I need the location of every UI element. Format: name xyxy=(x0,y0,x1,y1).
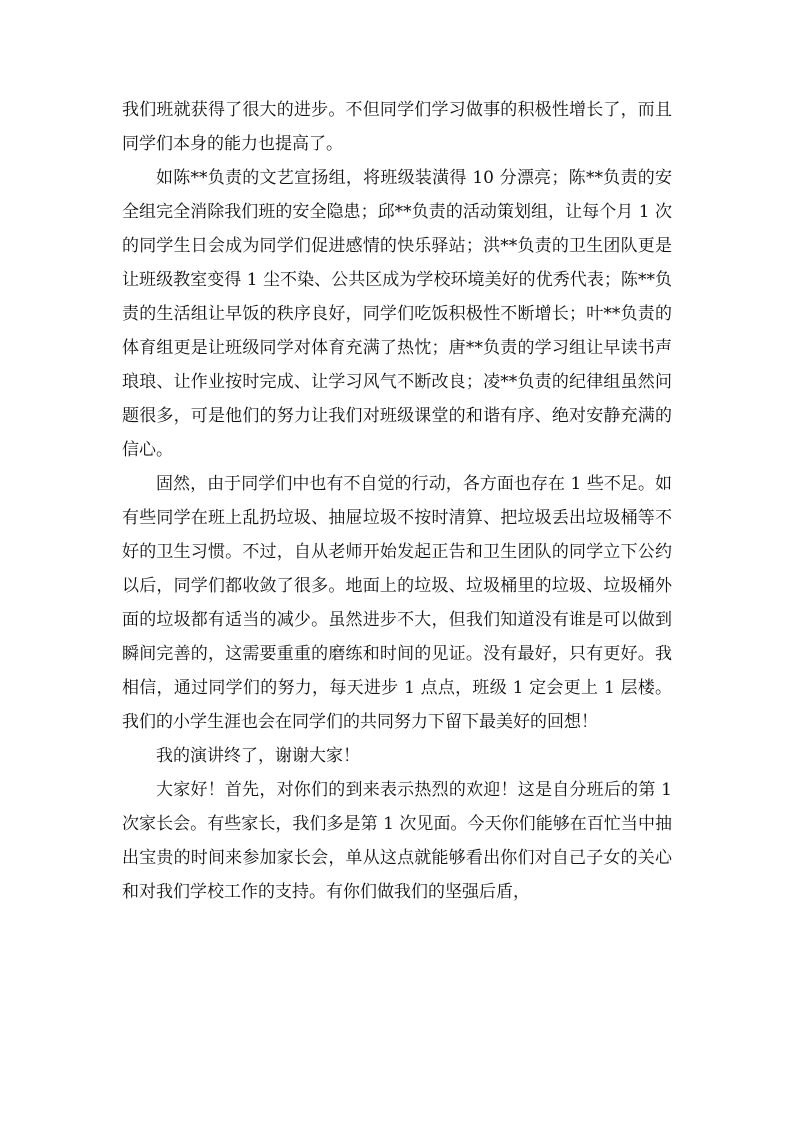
paragraph-2: 如陈**负责的文艺宣扬组，将班级装潢得 10 分漂亮；陈**负责的安全组完全消除我们班的安全隐患；邱**负责的活动策划组，让每个月 1 次的同学生日会成为同学们促进感情的快乐驿站；洪**负责的卫生团队更是让班级教室变得 1 尘不染、公共区成为学校环境美好的优秀代表；陈**负责的生活组让早饭的秩序良好，同学们吃饭积极性不断增长；叶**负责的体育组更是让班级同学对体育充满了热忱；唐**负责的学习组让早读书声琅琅、让作业按时完成、让学习风气不断改良；凌**负责的纪律组虽然问题很多，可是他们的努力让我们对班级课堂的和谐有序、绝对安静充满的信心。 xyxy=(122,168,672,460)
paragraph-4: 我的演讲终了，谢谢大家！ xyxy=(156,746,360,766)
paragraph-5: 大家好！首先，对你们的到来表示热烈的欢迎！这是自分班后的第 1 次家长会。有些家长，我们多是第 1 次见面。今天你们能够在百忙当中抽出宝贵的时间来参加家长会，单从这点就能够看出你们对自己子女的关心和对我们学校工作的支持。有你们做我们的坚强后盾， xyxy=(122,780,672,902)
paragraph-1: 我们班就获得了很大的进步。不但同学们学习做事的积极性增长了，而且同学们本身的能力也提高了。 xyxy=(122,100,672,154)
document-body xyxy=(122,93,672,909)
paragraph-3: 固然，由于同学们中也有不自觉的行动，各方面也存在 1 些不足。如有些同学在班上乱扔垃圾、抽屉垃圾不按时清算、把垃圾丢出垃圾桶等不好的卫生习惯。不过，自从老师开始发起正告和卫生团队的同学立下公约以后，同学们都收敛了很多。地面上的垃圾、垃圾桶里的垃圾、垃圾桶外面的垃圾都有适当的减少。虽然进步不大，但我们知道没有谁是可以做到瞬间完善的，这需要重重的磨练和时间的见证。没有最好，只有更好。我相信，通过同学们的努力，每天进步 1 点点，班级 1 定会更上 1 层楼。我们的小学生涯也会在同学们的共同努力下留下最美好的回想！ xyxy=(122,474,672,732)
